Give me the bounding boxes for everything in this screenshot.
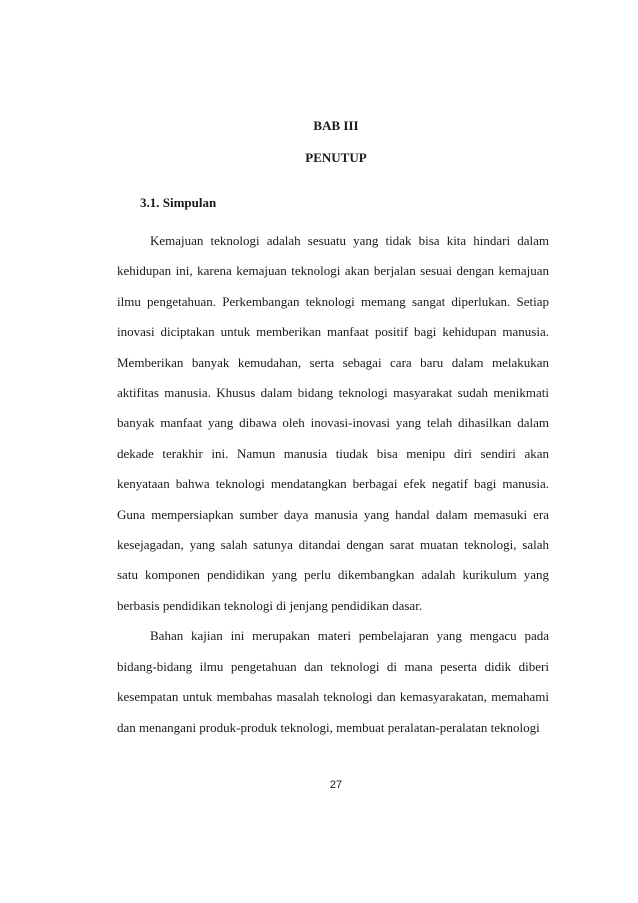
paragraph: Bahan kajian ini merupakan materi pembelajaran yang mengacu pada bidang-bidang ilmu pengetahuan dan teknologi di mana peserta didik diberi kesempatan untuk membahas masalah teknologi dan kemasyarakatan, memahami dan menangani produk-produk teknologi, membuat peralatan-peralatan teknologi	[117, 628, 549, 735]
page-number: 27	[329, 779, 343, 791]
chapter-title: PENUTUP	[305, 150, 367, 165]
paragraph: Kemajuan teknologi adalah sesuatu yang tidak bisa kita hindari dalam kehidupan ini, karena kemajuan teknologi akan berjalan sesuai dengan kemajuan ilmu pengetahuan. Perkembangan teknologi memang sangat diperlukan. Setiap inovasi diciptakan untuk memberikan manfaat positif bagi kehidupan manusia. Memberikan banyak kemudahan, serta sebagai cara baru dalam melakukan aktifitas manusia. Khusus dalam bidang teknologi masyarakat sudah menikmati banyak manfaat yang dibawa oleh inovasi-inovasi yang telah dihasilkan dalam dekade terakhir ini. Namun manusia tiudak bisa menipu diri sendiri akan kenyataan bahwa teknologi mendatangkan berbagai efek negatif bagi manusia. Guna mempersiapkan sumber daya manusia yang handal dalam memasuki era kesejagadan, yang salah satunya ditandai dengan sarat muatan teknologi, salah satu komponen pendidikan yang perlu dikembangkan adalah kurikulum yang berbasis pendidikan teknologi di jenjang pendidikan dasar.	[117, 233, 549, 613]
chapter-label: BAB III	[313, 118, 359, 133]
section-heading: 3.1. Simpulan	[140, 195, 217, 210]
body-text	[117, 226, 549, 743]
